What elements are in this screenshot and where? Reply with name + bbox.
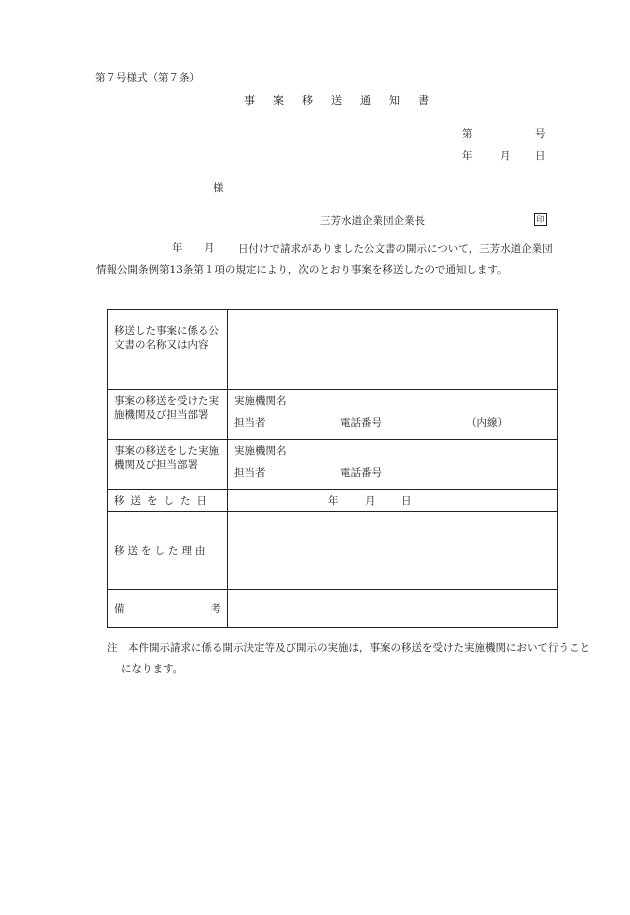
issue-date-month: 月 <box>500 150 511 162</box>
document-name-field[interactable] <box>228 310 558 390</box>
body-year: 年 <box>172 242 183 254</box>
issue-date-day: 日 <box>535 150 546 162</box>
seal-icon: 印 <box>534 213 547 226</box>
row-label-receiving-agency: 事案の移送を受けた実施機関及び担当部署 <box>108 390 228 440</box>
seal-mark <box>534 213 547 226</box>
row-label-document-name: 移送した事案に係る公文書の名称又は内容 <box>108 310 228 390</box>
sender-name: 三芳水道企業団企業長 <box>320 215 425 227</box>
transferring-agency-field[interactable] <box>228 440 558 490</box>
receiving-agency-name-label: 実施機関名 <box>234 395 287 407</box>
remarks-field[interactable] <box>228 590 558 628</box>
table-row <box>108 390 558 440</box>
receiving-extension-label: （内線） <box>466 417 508 429</box>
row-label-transferring-agency: 事案の移送をした実施機関及び担当部署 <box>108 440 228 490</box>
body-month: 月 <box>204 242 215 254</box>
table-row <box>108 490 558 512</box>
transferring-person-label: 担当者 <box>234 467 266 479</box>
transfer-date-month: 月 <box>365 495 376 507</box>
table-row <box>108 440 558 490</box>
transferring-agency-name-label: 実施機関名 <box>234 445 287 457</box>
transferring-phone-label: 電話番号 <box>340 467 382 479</box>
form-number: 第７号様式（第７条） <box>95 72 200 84</box>
table-row <box>108 310 558 390</box>
row-label-transfer-reason: 移送をした理由 <box>108 512 228 590</box>
row-label-transfer-date: 移送をした日 <box>108 490 228 512</box>
transfer-date-field[interactable] <box>228 490 558 512</box>
issue-date-year: 年 <box>462 150 473 162</box>
receiving-agency-field[interactable] <box>228 390 558 440</box>
transfer-date-day: 日 <box>401 495 412 507</box>
row-label-remarks <box>108 590 228 628</box>
remarks-label-right: 考 <box>210 603 221 615</box>
table-row <box>108 590 558 628</box>
transfer-date-year: 年 <box>328 495 339 507</box>
transfer-details-table <box>107 309 558 628</box>
document-title: 事案移送通知書 <box>244 94 447 107</box>
document-number-prefix: 第 <box>462 128 473 140</box>
table-row <box>108 512 558 590</box>
receiving-person-label: 担当者 <box>234 417 266 429</box>
footnote: 注 本件開示請求に係る開示決定等及び開示の実施は，事案の移送を受けた実施機関において行うことになります。 <box>107 642 590 675</box>
remarks-label-left: 備 <box>114 603 125 615</box>
addressee-suffix: 様 <box>213 182 224 194</box>
body-paragraph: 日付けで請求がありました公文書の開示について，三芳水道企業団情報公開条例第13条第１項の規定により，次のとおり事案を移送したので通知します。 <box>96 243 553 276</box>
transfer-reason-field[interactable] <box>228 512 558 590</box>
receiving-phone-label: 電話番号 <box>340 417 382 429</box>
document-number-suffix: 号 <box>535 128 546 140</box>
